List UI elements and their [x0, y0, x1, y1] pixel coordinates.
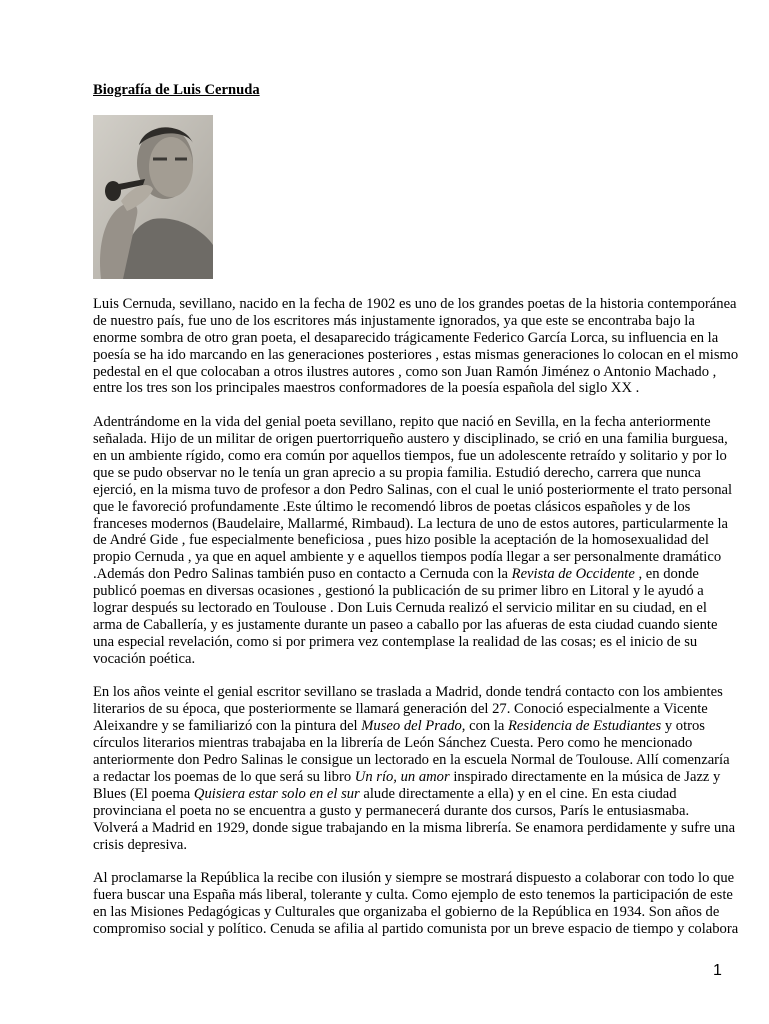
text-line: [93, 735, 733, 752]
text-segment: Aleixandre y se familiarizó con la pintura del: [93, 718, 362, 735]
text-line: [93, 837, 733, 854]
text-segment: vocación poética.: [93, 650, 196, 667]
text-segment: poesía se ha ido marcando en las generaciones posteriores , estas mismas generaciones lo colocan en el mismo: [93, 346, 739, 363]
text-segment: que se pudo observar no le tenía un gran aprecio a su propia familia. Estudió derecho, carrera que nunca: [93, 464, 701, 481]
text-segment: literarios de su época, que posteriormente se llamará generación del 27. Conoció especialmente a Vicente: [93, 701, 708, 718]
author-portrait-photo: [93, 115, 213, 279]
text-segment: enorme sombra de otro gran poeta, el desaparecido trágicamente Federico García Lorca, su influencia en la: [93, 329, 719, 346]
text-line: [93, 803, 733, 820]
text-segment: en un ambiente rígido, como era común por aquellos tiempos, fue un adolescente retraído y solitario y por lo: [93, 448, 727, 465]
document-body: [93, 296, 739, 938]
page-number: 1: [713, 962, 722, 979]
text-segment: fuera buscar una España más liberal, tolerante y culta. Como ejemplo de esto tenemos la participación de este: [93, 887, 733, 904]
text-line: [93, 583, 733, 600]
paragraph: [93, 870, 739, 938]
text-segment: publicó poemas en diversas ocasiones , gestionó la publicación de su primer libro en Litoral y le ayudó a: [93, 583, 704, 600]
paragraph: [93, 684, 736, 853]
paragraph: [93, 296, 739, 397]
text-segment: provinciana el poeta no se encuentra a gusto y permanecerá durante dos cursos, París le entusiasmaba.: [93, 802, 690, 819]
text-line: [93, 482, 733, 499]
text-segment: de André Gide , fue especialmente beneficiosa , pues hizo posible la aceptación de la homosexualidad del: [93, 532, 709, 549]
text-segment: Blues (El poema: [93, 785, 194, 802]
text-line: [93, 769, 733, 786]
italic-title-text: Museo del Prado: [361, 718, 462, 735]
text-segment: Al proclamarse la República la recibe con ilusión y siempre se mostrará dispuesto a colaborar con todo lo que: [93, 870, 735, 887]
paragraph-spacer: [93, 397, 733, 414]
text-line: [93, 296, 737, 313]
text-segment: entre los tres son los principales maestros conformadores de la poesía española del siglo XX .: [93, 380, 640, 397]
text-line: [93, 634, 733, 651]
paragraph-spacer: [93, 853, 733, 870]
text-line: [93, 887, 733, 904]
text-segment: señalada. Hijo de un militar de origen puertorriqueño austero y disciplinado, se crió en una familia burguesa,: [93, 431, 728, 448]
text-segment: alude directamente a ella) y en el cine. En esta ciudad: [359, 785, 677, 802]
italic-title-text: Residencia de Estudiantes: [508, 718, 662, 735]
paragraph-spacer: [93, 668, 733, 685]
text-line: [93, 516, 733, 533]
text-line: [93, 499, 733, 516]
text-line: [93, 684, 733, 701]
text-line: [93, 414, 733, 431]
portrait-image: [93, 115, 213, 279]
text-line: [93, 786, 733, 803]
text-segment: Volverá a Madrid en 1929, donde sigue trabajando en la misma librería. Se enamora perdidamente y sufre una: [93, 819, 736, 836]
text-segment: compromiso social y político. Cenuda se afilia al partido comunista por un breve espacio de tiempo y colabora: [93, 920, 739, 937]
text-line: [93, 819, 736, 837]
text-segment: En los años veinte el genial escritor sevillano se traslada a Madrid, donde tendrá contacto con los ambientes: [93, 684, 723, 701]
italic-title-text: Un río, un amor: [354, 768, 450, 785]
text-segment: ejerció, en la misma tuvo de profesor a don Pedro Salinas, con el cual le unió posteriormente el trato personal: [93, 481, 733, 498]
text-line: [93, 380, 733, 397]
text-segment: crisis depresiva.: [93, 836, 188, 853]
text-line: [93, 904, 733, 921]
text-segment: inspirado directamente en la música de Jazz y: [449, 768, 721, 785]
text-line: [93, 330, 733, 347]
text-line: [93, 920, 739, 938]
text-segment: franceses modernos (Baudelaire, Mallarmé, Rimbaud). La lectura de uno de estos autores, particularmente la: [93, 515, 728, 532]
text-line: [93, 448, 733, 465]
text-line: [93, 431, 733, 448]
text-segment: propio Cernuda , ya que en aquel ambiente y e aquellos tiempos podía llegar a ser personalmente dramático: [93, 549, 722, 566]
text-line: [93, 870, 733, 887]
text-segment: una especial revelación, como si por primera vez contemplase la realidad de las cosas; es el inicio de su: [93, 633, 698, 650]
text-line: [93, 701, 733, 718]
document-title: Biografía de Luis Cernuda: [93, 82, 260, 98]
text-segment: anteriormente don Pedro Salinas le consigue un lectorado en la escuela Normal de Toulouse. Allí comenzaría: [93, 752, 730, 769]
text-segment: y otros: [661, 718, 705, 735]
text-segment: arma de Caballería, y es justamente durante un paseo a caballo por las afueras de esta ciudad cuando siente: [93, 616, 718, 633]
text-line: [93, 465, 733, 482]
paragraph: [93, 414, 733, 667]
text-line: [93, 346, 739, 364]
text-line: [93, 600, 733, 617]
italic-title-text: Quisiera estar solo en el sur: [193, 785, 360, 802]
text-line: [93, 752, 733, 769]
text-line: [93, 313, 733, 330]
text-segment: .Además don Pedro Salinas también puso en contacto a Cernuda con la: [93, 566, 512, 583]
text-segment: que le favoreció profundamente .Este último le recomendó libros de poetas clásicos españoles y de los: [93, 498, 691, 515]
text-segment: en las Misiones Pedagógicas y Culturales que organizaba el gobierno de la República en 1934. Son años de: [93, 904, 720, 921]
text-segment: pedestal en el que colocaban a otros ilustres autores , como son Juan Ramón Jiménez o Antonio Machado ,: [93, 363, 717, 380]
text-line: [93, 549, 733, 566]
text-segment: de nuestro país, fue uno de los escritores más injustamente ignorados, ya que este se encontraba bajo la: [93, 312, 695, 329]
text-segment: lograr después su lectorado en Toulouse . Don Luis Cernuda realizó el servicio militar en su ciudad, en el: [93, 600, 707, 617]
text-segment: Adentrándome en la vida del genial poeta sevillano, repito que nació en Sevilla, en la fecha anteriormente: [93, 414, 711, 431]
text-line: [93, 617, 733, 634]
text-segment: Luis Cernuda, sevillano, nacido en la fecha de 1902 es uno de los grandes poetas de la historia contemporánea: [93, 296, 737, 312]
text-line: [93, 718, 733, 735]
italic-title-text: Revista de Occidente: [511, 566, 635, 583]
text-line: [93, 566, 733, 583]
text-line: [93, 532, 733, 549]
text-segment: a redactar los poemas de lo que será su libro: [93, 768, 355, 785]
text-line: [93, 651, 733, 668]
text-segment: , con la: [461, 718, 508, 735]
text-segment: círculos literarios mientras trabajaba en la librería de León Sánchez Cuesta. Pero como he mencionado: [93, 735, 693, 752]
text-segment: , en donde: [634, 566, 699, 583]
text-line: [93, 364, 733, 381]
